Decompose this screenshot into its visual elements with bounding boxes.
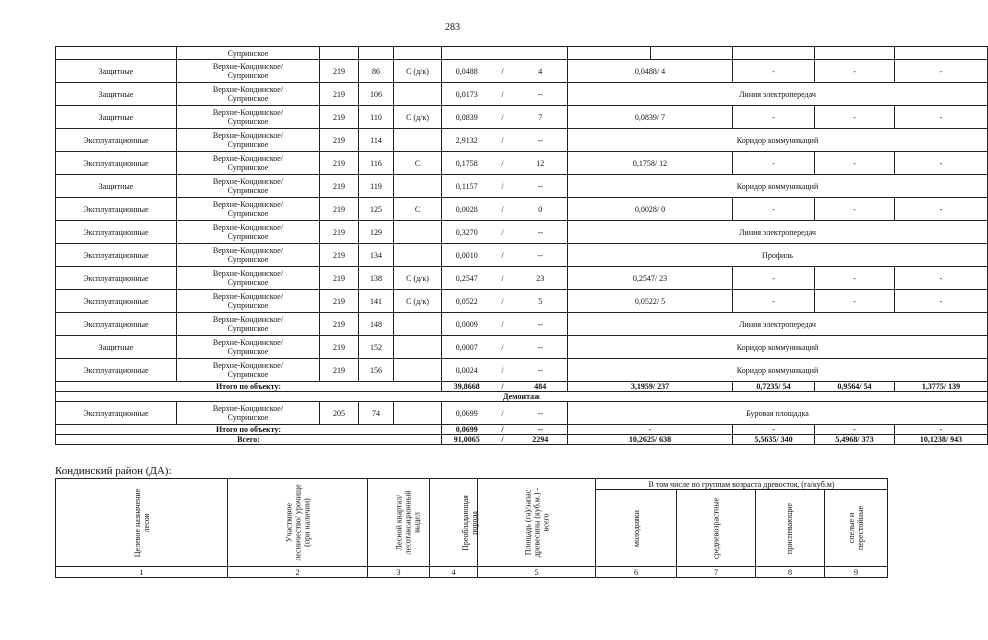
sep-cell: / xyxy=(492,382,514,392)
table-row xyxy=(56,402,988,425)
quarter-cell: 219 xyxy=(320,106,359,129)
col-purpose-header: Целевое назначение лесов xyxy=(56,479,228,567)
allotment-cell: 74 xyxy=(359,402,394,425)
species-cell: С (д/к) xyxy=(394,60,442,83)
region-subtitle: Кондинский район (ДА): xyxy=(55,465,172,477)
young-cell: 0,0488/ 4 xyxy=(568,60,733,83)
empty-cell xyxy=(320,47,359,60)
sep-cell: / xyxy=(492,425,514,435)
young-cell: 0,0839/ 7 xyxy=(568,106,733,129)
forestry-cell xyxy=(177,290,320,313)
premature-cell: - xyxy=(815,425,895,435)
note-cell: Коридор коммуникаций xyxy=(568,175,988,198)
mature-cell: - xyxy=(895,106,988,129)
allotment-cell: 86 xyxy=(359,60,394,83)
area-cell: 0,1157 xyxy=(442,175,492,198)
forestry-line-2: Супринское xyxy=(227,232,269,241)
forestry-line-1: Верхне-Кондинское/ xyxy=(212,269,284,278)
purpose-cell: Эксплуатационные xyxy=(56,221,177,244)
forestry-cell xyxy=(177,152,320,175)
column-number: 5 xyxy=(478,567,596,578)
area-cell: 0,3270 xyxy=(442,221,492,244)
forestry-line-1: Верхне-Кондинское/ xyxy=(212,85,284,94)
species-cell: С xyxy=(394,152,442,175)
purpose-cell xyxy=(56,47,177,60)
volume-cell: -- xyxy=(514,83,568,106)
col-quarter-header: Лесной квартал/ лесотаксационный выдел xyxy=(368,479,430,567)
table-row xyxy=(56,47,988,60)
sep-cell: / xyxy=(492,152,514,175)
forestry-cell xyxy=(177,221,320,244)
area-cell: 2,9132 xyxy=(442,129,492,152)
premature-cell: - xyxy=(815,198,895,221)
section-row xyxy=(56,392,988,402)
forestry-cell xyxy=(177,336,320,359)
column-number: 4 xyxy=(430,567,478,578)
young-cell: 0,0028/ 0 xyxy=(568,198,733,221)
area-cell: 0,2547 xyxy=(442,267,492,290)
forestry-cell xyxy=(177,175,320,198)
forestry-cell xyxy=(177,313,320,336)
volume-cell: -- xyxy=(514,336,568,359)
area-cell: 0,0024 xyxy=(442,359,492,382)
premature-cell: - xyxy=(815,152,895,175)
area-cell: 0,0522 xyxy=(442,290,492,313)
mature-cell: 1,3775/ 139 xyxy=(895,382,988,392)
quarter-cell: 219 xyxy=(320,60,359,83)
young-cell: 10,2625/ 638 xyxy=(568,435,733,445)
col-mature-header: спелые и перестойные xyxy=(825,490,888,567)
forestry-line-1: Верхне-Кондинское/ xyxy=(212,62,284,71)
quarter-cell: 219 xyxy=(320,359,359,382)
quarter-cell: 205 xyxy=(320,402,359,425)
forestry-line-1: Верхне-Кондинское/ xyxy=(212,292,284,301)
sep-cell: / xyxy=(492,221,514,244)
middle-cell: - xyxy=(733,267,815,290)
purpose-cell: Эксплуатационные xyxy=(56,290,177,313)
volume-cell: -- xyxy=(514,244,568,267)
sep-cell: / xyxy=(492,175,514,198)
purpose-cell: Защитные xyxy=(56,83,177,106)
mature-cell: - xyxy=(895,152,988,175)
volume-cell: 5 xyxy=(514,290,568,313)
forestry-line-2: Супринское xyxy=(227,209,269,218)
forestry-line-1: Верхне-Кондинское/ xyxy=(212,200,284,209)
purpose-cell: Защитные xyxy=(56,175,177,198)
forest-table xyxy=(55,46,988,445)
allotment-cell: 106 xyxy=(359,83,394,106)
volume-cell xyxy=(514,47,568,60)
sep-cell: / xyxy=(492,336,514,359)
forestry-line-2: Супринское xyxy=(227,117,269,126)
table-row xyxy=(56,221,988,244)
col-middle-header: средневозрастные xyxy=(677,490,756,567)
quarter-cell: 219 xyxy=(320,198,359,221)
forestry-line-2: Супринское xyxy=(227,186,269,195)
forestry-line-2: Супринское xyxy=(227,301,269,310)
purpose-cell: Эксплуатационные xyxy=(56,359,177,382)
purpose-cell: Эксплуатационные xyxy=(56,267,177,290)
column-number: 6 xyxy=(596,567,677,578)
sep-cell: / xyxy=(492,83,514,106)
area-cell: 0,0699 xyxy=(442,425,492,435)
empty-cell xyxy=(651,47,733,60)
premature-cell: - xyxy=(815,267,895,290)
table-row xyxy=(56,175,988,198)
species-cell xyxy=(394,175,442,198)
note-cell: Профиль xyxy=(568,244,988,267)
forestry-cell xyxy=(177,60,320,83)
purpose-cell: Эксплуатационные xyxy=(56,129,177,152)
table-row xyxy=(56,106,988,129)
forestry-cell xyxy=(177,359,320,382)
area-cell: 0,1758 xyxy=(442,152,492,175)
area-cell: 0,0009 xyxy=(442,313,492,336)
table-row xyxy=(56,336,988,359)
species-cell xyxy=(394,83,442,106)
sep-cell: / xyxy=(492,267,514,290)
volume-cell: 7 xyxy=(514,106,568,129)
species-cell xyxy=(394,336,442,359)
forestry-line-1: Верхне-Кондинское/ xyxy=(212,223,284,232)
quarter-cell: 219 xyxy=(320,290,359,313)
total-row xyxy=(56,425,988,435)
area-cell: 0,0488 xyxy=(442,60,492,83)
species-cell: С (д/к) xyxy=(394,290,442,313)
note-cell: Коридор коммуникаций xyxy=(568,336,988,359)
area-cell: 0,0699 xyxy=(442,402,492,425)
forestry-line-1: Верхне-Кондинское/ xyxy=(212,177,284,186)
species-cell xyxy=(394,129,442,152)
column-number: 3 xyxy=(368,567,430,578)
table-row xyxy=(56,129,988,152)
species-cell: С (д/к) xyxy=(394,106,442,129)
empty-cell xyxy=(394,47,442,60)
volume-cell: -- xyxy=(514,313,568,336)
table-row xyxy=(56,359,988,382)
purpose-cell: Защитные xyxy=(56,336,177,359)
volume-cell: -- xyxy=(514,402,568,425)
table-row xyxy=(56,290,988,313)
sep-cell: / xyxy=(492,244,514,267)
sep-cell: / xyxy=(492,60,514,83)
sep-cell: / xyxy=(492,313,514,336)
quarter-cell: 219 xyxy=(320,221,359,244)
species-cell xyxy=(394,244,442,267)
forestry-line-1: Верхне-Кондинское/ xyxy=(212,154,284,163)
quarter-cell: 219 xyxy=(320,267,359,290)
middle-cell: - xyxy=(733,198,815,221)
table-row xyxy=(56,60,988,83)
sep-cell: / xyxy=(492,435,514,445)
forestry-cell: Супринское xyxy=(177,47,320,60)
quarter-cell: 219 xyxy=(320,313,359,336)
page-number: 283 xyxy=(445,22,460,33)
allotment-cell: 148 xyxy=(359,313,394,336)
purpose-cell: Эксплуатационные xyxy=(56,244,177,267)
purpose-cell: Эксплуатационные xyxy=(56,198,177,221)
allotment-cell: 116 xyxy=(359,152,394,175)
empty-cell xyxy=(359,47,394,60)
allotment-cell: 119 xyxy=(359,175,394,198)
middle-cell: - xyxy=(733,60,815,83)
table-row xyxy=(56,83,988,106)
table-row xyxy=(56,313,988,336)
species-cell xyxy=(394,313,442,336)
quarter-cell: 219 xyxy=(320,129,359,152)
forestry-line-2: Супринское xyxy=(227,94,269,103)
forestry-line-1: Верхне-Кондинское/ xyxy=(212,404,284,413)
col-premature-header: приспевающие xyxy=(756,490,825,567)
mature-cell: 10,1238/ 943 xyxy=(895,435,988,445)
total-label: Итого по объекту: xyxy=(56,425,442,435)
forestry-cell xyxy=(177,106,320,129)
middle-cell: - xyxy=(733,425,815,435)
area-cell: 39,8668 xyxy=(442,382,492,392)
species-cell xyxy=(394,221,442,244)
note-cell: Линия электропередач xyxy=(568,221,988,244)
forestry-line-2: Супринское xyxy=(227,163,269,172)
mature-cell: - xyxy=(895,198,988,221)
sep-cell: / xyxy=(492,290,514,313)
area-cell: 0,0028 xyxy=(442,198,492,221)
middle-cell: - xyxy=(733,290,815,313)
quarter-cell: 219 xyxy=(320,244,359,267)
forestry-cell xyxy=(177,267,320,290)
table-row xyxy=(56,244,988,267)
young-cell: - xyxy=(568,425,733,435)
middle-cell: 0,7235/ 54 xyxy=(733,382,815,392)
forestry-line-2: Супринское xyxy=(227,255,269,264)
forestry-line-2: Супринское xyxy=(227,140,269,149)
volume-cell: -- xyxy=(514,359,568,382)
note-cell: Линия электропередач xyxy=(568,313,988,336)
total-label: Всего: xyxy=(56,435,442,445)
area-cell: 0,0839 xyxy=(442,106,492,129)
total-row xyxy=(56,435,988,445)
forestry-cell xyxy=(177,129,320,152)
young-cell: 0,2547/ 23 xyxy=(568,267,733,290)
table-row xyxy=(56,267,988,290)
mature-cell: - xyxy=(895,425,988,435)
empty-cell xyxy=(895,47,988,60)
allotment-cell: 152 xyxy=(359,336,394,359)
sep-cell xyxy=(492,47,514,60)
empty-cell xyxy=(815,47,895,60)
area-cell: 0,0173 xyxy=(442,83,492,106)
allotment-cell: 138 xyxy=(359,267,394,290)
table-row xyxy=(56,198,988,221)
area-cell: 0,0007 xyxy=(442,336,492,359)
young-cell: 0,1758/ 12 xyxy=(568,152,733,175)
quarter-cell: 219 xyxy=(320,152,359,175)
allotment-cell: 156 xyxy=(359,359,394,382)
volume-cell: -- xyxy=(514,175,568,198)
premature-cell: - xyxy=(815,106,895,129)
volume-cell: 484 xyxy=(514,382,568,392)
quarter-cell: 219 xyxy=(320,83,359,106)
forestry-line-2: Супринское xyxy=(227,278,269,287)
area-cell: 91,0065 xyxy=(442,435,492,445)
mature-cell: - xyxy=(895,290,988,313)
empty-cell xyxy=(568,47,651,60)
allotment-cell: 134 xyxy=(359,244,394,267)
col-young-header: молодняки xyxy=(596,490,677,567)
volume-cell: 2294 xyxy=(514,435,568,445)
forestry-cell xyxy=(177,402,320,425)
forestry-line-1: Верхне-Кондинское/ xyxy=(212,315,284,324)
sep-cell: / xyxy=(492,359,514,382)
volume-cell: 23 xyxy=(514,267,568,290)
forestry-cell xyxy=(177,198,320,221)
premature-cell: - xyxy=(815,60,895,83)
species-cell: С (д/к) xyxy=(394,267,442,290)
volume-cell: 0 xyxy=(514,198,568,221)
young-cell: 3,1959/ 237 xyxy=(568,382,733,392)
allotment-cell: 114 xyxy=(359,129,394,152)
premature-cell: - xyxy=(815,290,895,313)
quarter-cell: 219 xyxy=(320,175,359,198)
purpose-cell: Эксплуатационные xyxy=(56,152,177,175)
col-forestry-header: Участковое лесничество/ урочище (при наличии) xyxy=(228,479,368,567)
forestry-line-2: Супринское xyxy=(227,324,269,333)
column-number: 9 xyxy=(825,567,888,578)
header-table xyxy=(55,478,888,578)
area-cell: 0,0010 xyxy=(442,244,492,267)
mature-cell: - xyxy=(895,60,988,83)
total-label: Итого по объекту: xyxy=(56,382,442,392)
purpose-cell: Защитные xyxy=(56,60,177,83)
allotment-cell: 141 xyxy=(359,290,394,313)
column-number: 7 xyxy=(677,567,756,578)
allotment-cell: 110 xyxy=(359,106,394,129)
volume-cell: 12 xyxy=(514,152,568,175)
middle-cell: - xyxy=(733,106,815,129)
sep-cell: / xyxy=(492,106,514,129)
middle-cell: - xyxy=(733,152,815,175)
forestry-line-2: Супринское xyxy=(227,71,269,80)
middle-cell: 5,5635/ 340 xyxy=(733,435,815,445)
volume-cell: -- xyxy=(514,129,568,152)
sep-cell: / xyxy=(492,129,514,152)
age-group-header: В том числе по группам возраста древостоя, (га/куб.м) xyxy=(596,479,888,490)
quarter-cell: 219 xyxy=(320,336,359,359)
allotment-cell: 129 xyxy=(359,221,394,244)
volume-cell: -- xyxy=(514,425,568,435)
note-cell: Коридор коммуникаций xyxy=(568,359,988,382)
area-cell xyxy=(442,47,492,60)
column-number: 1 xyxy=(56,567,228,578)
forestry-line-1: Верхне-Кондинское/ xyxy=(212,338,284,347)
forestry-line-2: Супринское xyxy=(227,413,269,422)
purpose-cell: Эксплуатационные xyxy=(56,402,177,425)
forestry-cell xyxy=(177,83,320,106)
note-cell: Коридор коммуникаций xyxy=(568,129,988,152)
total-row xyxy=(56,382,988,392)
young-cell: 0,0522/ 5 xyxy=(568,290,733,313)
mature-cell: - xyxy=(895,267,988,290)
note-cell: Линия электропередач xyxy=(568,83,988,106)
column-number: 2 xyxy=(228,567,368,578)
forestry-line-1: Верхне-Кондинское/ xyxy=(212,131,284,140)
species-cell xyxy=(394,402,442,425)
forestry-line-1: Верхне-Кондинское/ xyxy=(212,361,284,370)
empty-cell xyxy=(733,47,815,60)
forestry-line-2: Супринское xyxy=(227,347,269,356)
col-species-header: Преобладающая порода xyxy=(430,479,478,567)
table-row xyxy=(56,152,988,175)
volume-cell: -- xyxy=(514,221,568,244)
sep-cell: / xyxy=(492,198,514,221)
forestry-line-1: Верхне-Кондинское/ xyxy=(212,108,284,117)
premature-cell: 5,4968/ 373 xyxy=(815,435,895,445)
forestry-line-2: Супринское xyxy=(227,370,269,379)
premature-cell: 0,9564/ 54 xyxy=(815,382,895,392)
sep-cell: / xyxy=(492,402,514,425)
column-number: 8 xyxy=(756,567,825,578)
species-cell: С xyxy=(394,198,442,221)
forestry-line-1: Верхне-Кондинское/ xyxy=(212,246,284,255)
allotment-cell: 125 xyxy=(359,198,394,221)
purpose-cell: Защитные xyxy=(56,106,177,129)
volume-cell: 4 xyxy=(514,60,568,83)
note-cell: Буровая площадка xyxy=(568,402,988,425)
species-cell xyxy=(394,359,442,382)
forestry-cell xyxy=(177,244,320,267)
purpose-cell: Эксплуатационные xyxy=(56,313,177,336)
section-label: Демонтаж xyxy=(56,392,988,402)
col-area-header: Площадь (га)/запас древесины (куб.м.) - всего xyxy=(478,479,596,567)
